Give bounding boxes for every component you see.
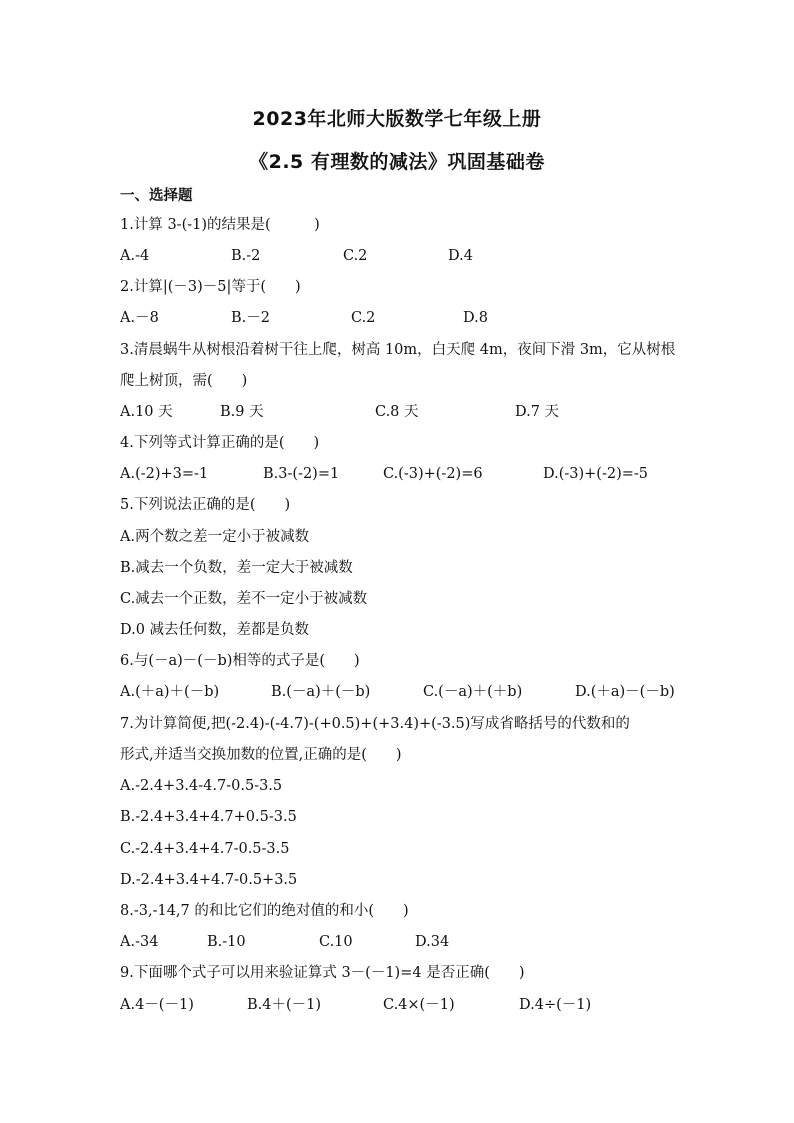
question-1-option-d: D.4 [448,248,473,264]
question-9-option-a: A.4－(－1) [120,997,194,1013]
question-3-option-c: C.8 天 [375,404,419,420]
question-9-option-b: B.4＋(－1) [247,997,322,1013]
question-4-option-b: B.3-(-2)=1 [263,466,340,482]
document-subtitle: 《2.5 有理数的减法》巩固基础卷 [249,151,545,173]
question-4-option-d: D.(-3)+(-2)=-5 [543,466,649,482]
question-3-stem-line-2: 爬上树顶，需( ) [120,373,248,389]
question-7-option-d: D.-2.4+3.4+4.7-0.5+3.5 [120,872,298,888]
question-9-option-c: C.4×(－1) [383,997,455,1013]
question-8-option-c: C.10 [319,934,353,950]
question-3-stem-line-1: 3.清晨蜗牛从树根沿着树干往上爬，树高 10m，白天爬 4m，夜间下滑 3m，它从树根 [120,342,676,358]
question-8-stem: 8.-3,-14,7 的和比它们的绝对值的和小( ) [120,903,409,919]
question-1-stem: 1.计算 3-(-1)的结果是( ) [120,217,320,233]
question-6-option-b: B.(－a)＋(－b) [271,684,371,700]
question-2-stem: 2.计算|(－3)－5|等于( ) [120,279,301,295]
question-1-option-c: C.2 [343,248,368,264]
question-6-stem: 6.与(－a)－(－b)相等的式子是( ) [120,653,360,669]
question-7-stem-line-1: 7.为计算简便,把(-2.4)-(-4.7)-(+0.5)+(+3.4)+(-3.5)写成省略括号的代数和的 [120,716,630,732]
question-8-option-a: A.-34 [120,934,159,950]
question-9-option-d: D.4÷(－1) [519,997,592,1013]
question-2-option-d: D.8 [463,310,488,326]
question-3-option-d: D.7 天 [515,404,560,420]
question-5-option-a: A.两个数之差一定小于被减数 [120,529,310,545]
question-9-stem: 9.下面哪个式子可以用来验证算式 3－(－1)=4 是否正确( ) [120,965,525,981]
question-7-option-c: C.-2.4+3.4+4.7-0.5-3.5 [120,841,290,857]
question-4-option-a: A.(-2)+3=-1 [120,466,209,482]
question-5-option-d: D.0 减去任何数，差都是负数 [120,622,310,638]
question-7-option-a: A.-2.4+3.4-4.7-0.5-3.5 [120,778,283,794]
question-5-option-c: C.减去一个正数，差不一定小于被减数 [120,591,368,607]
question-4-option-c: C.(-3)+(-2)=6 [383,466,483,482]
question-1-option-a: A.-4 [120,248,150,264]
document-title: 2023年北师大版数学七年级上册 [252,108,542,130]
question-3-option-b: B.9 天 [220,404,264,420]
question-2-option-a: A.－8 [120,310,159,326]
question-5-stem: 5.下列说法正确的是( ) [120,497,291,513]
question-7-stem-line-2: 形式,并适当交换加数的位置,正确的是( ) [120,747,402,763]
question-1-option-b: B.-2 [231,248,261,264]
question-4-stem: 4.下列等式计算正确的是( ) [120,435,320,451]
question-2-option-c: C.2 [351,310,376,326]
question-8-option-b: B.-10 [207,934,246,950]
question-6-option-d: D.(＋a)－(－b) [575,684,675,700]
question-2-option-b: B.－2 [231,310,270,326]
section-heading: 一、选择题 [120,188,193,204]
question-5-option-b: B.减去一个负数，差一定大于被减数 [120,560,353,576]
question-6-option-a: A.(＋a)＋(－b) [120,684,220,700]
question-8-option-d: D.34 [415,934,450,950]
question-6-option-c: C.(－a)＋(＋b) [423,684,523,700]
question-7-option-b: B.-2.4+3.4+4.7+0.5-3.5 [120,809,297,825]
question-3-option-a: A.10 天 [120,404,173,420]
